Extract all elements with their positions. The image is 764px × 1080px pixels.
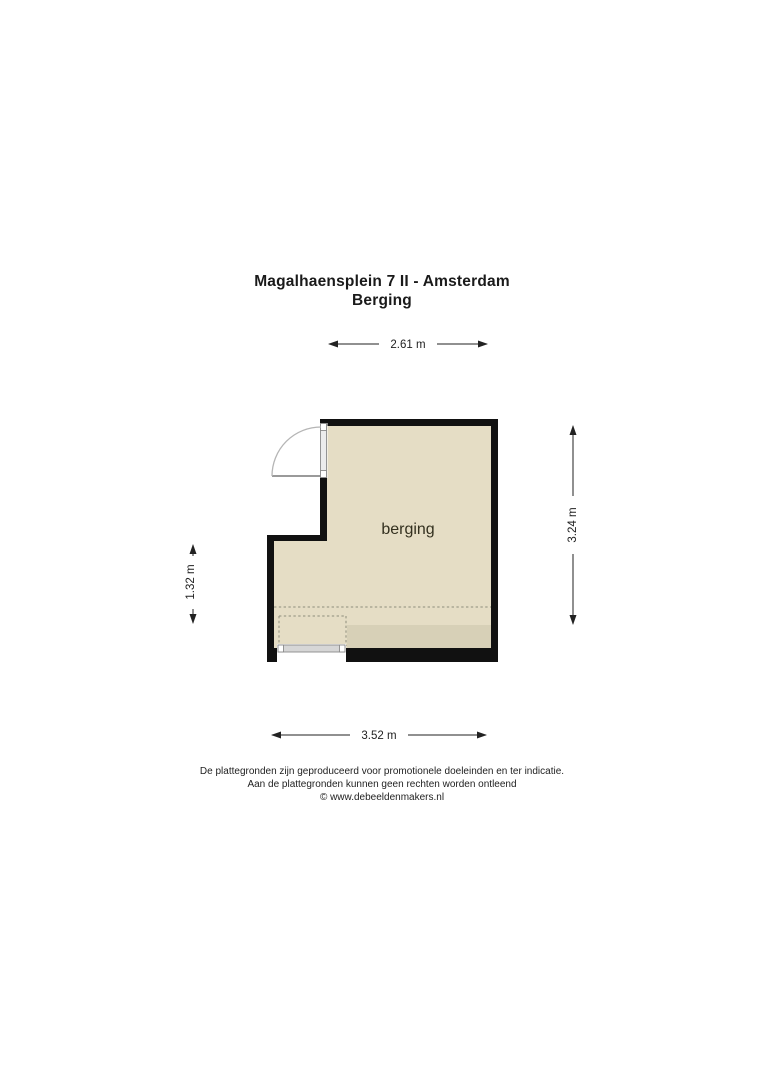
arrowhead-left-icon bbox=[271, 732, 281, 739]
disclaimer-copyright: © www.debeeldenmakers.nl bbox=[319, 792, 445, 803]
dimension-left-label: 1.32 m bbox=[185, 564, 197, 600]
disclaimer bbox=[0, 765, 764, 804]
room-label: berging bbox=[381, 521, 435, 538]
window-jamb-left bbox=[278, 645, 284, 652]
disclaimer-line-1: De plattegronden zijn geproduceerd voor promotionele doeleinden en ter indicatie. bbox=[199, 766, 565, 777]
dimension-right bbox=[564, 425, 582, 625]
plan-title-subtitle: Berging bbox=[352, 292, 412, 309]
disclaimer-line-2: Aan de plattegronden kunnen geen rechten worden ontleend bbox=[247, 779, 517, 790]
arrowhead-down-icon bbox=[570, 615, 577, 625]
dimension-bottom bbox=[271, 727, 487, 743]
door-frame bbox=[321, 424, 327, 478]
window bbox=[277, 644, 346, 662]
dimension-bottom-label: 3.52 m bbox=[361, 730, 397, 742]
arrowhead-up-icon bbox=[190, 544, 197, 554]
arrowhead-down-icon bbox=[190, 614, 197, 624]
plan-title-address: Magalhaensplein 7 II - Amsterdam bbox=[254, 273, 510, 290]
door-hinge-bottom bbox=[321, 471, 327, 478]
dimension-top bbox=[328, 336, 488, 352]
window-jamb-right bbox=[340, 645, 346, 652]
arrowhead-up-icon bbox=[570, 425, 577, 435]
door-swing-arc bbox=[272, 427, 321, 476]
window-glass bbox=[278, 645, 345, 652]
dimension-left bbox=[183, 544, 201, 624]
door-hinge-top bbox=[321, 424, 327, 431]
arrowhead-right-icon bbox=[478, 341, 488, 348]
floor-shaded-zone bbox=[347, 625, 491, 648]
dimension-top-label: 2.61 m bbox=[390, 339, 426, 351]
door bbox=[272, 423, 328, 478]
arrowhead-left-icon bbox=[328, 341, 338, 348]
arrowhead-right-icon bbox=[477, 732, 487, 739]
dimension-right-label: 3.24 m bbox=[567, 507, 579, 543]
